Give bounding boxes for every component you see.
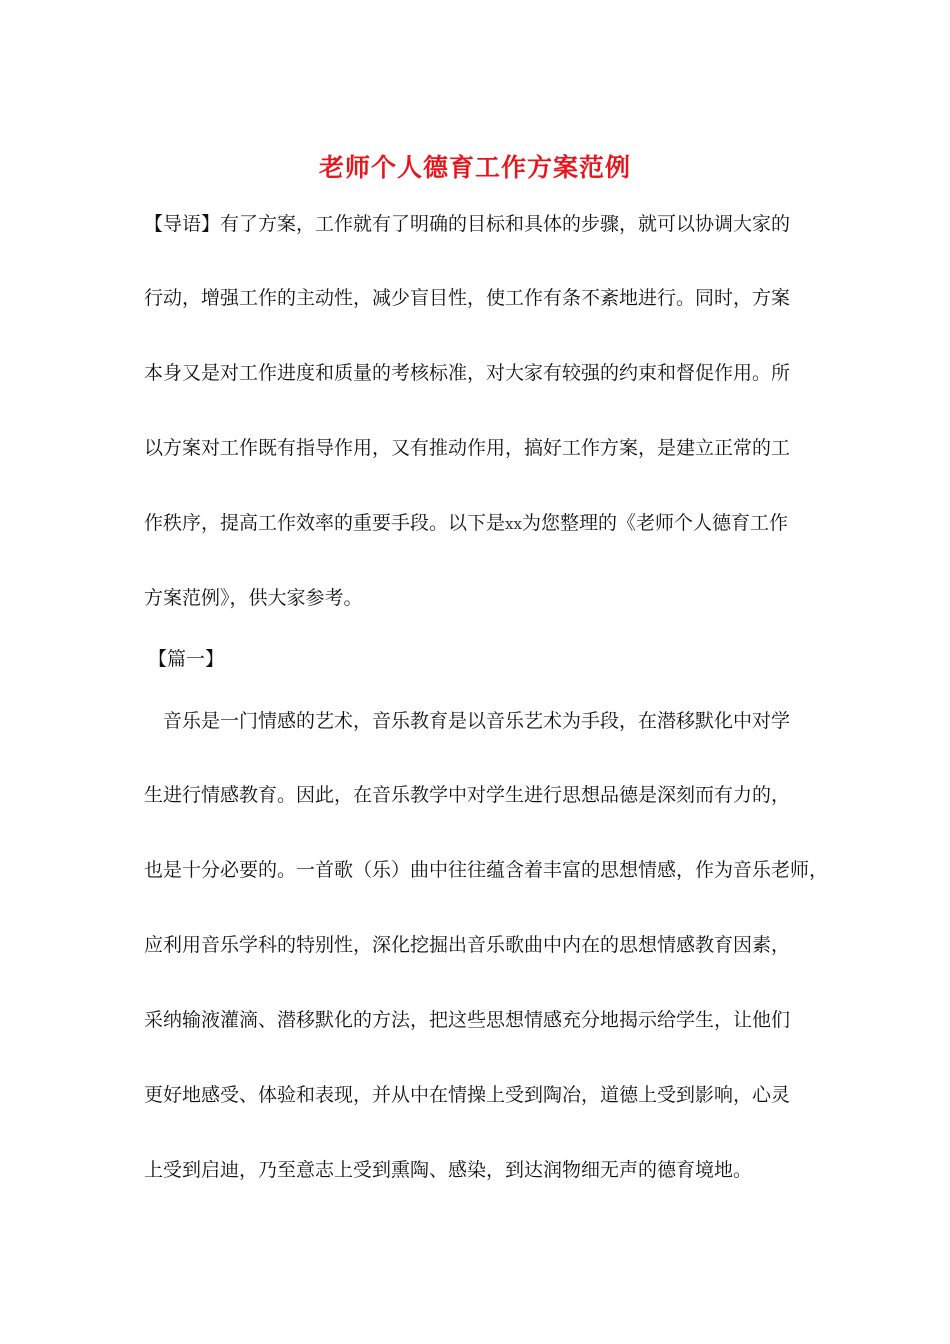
intro-line-6: 方案范例》，供大家参考。	[144, 587, 363, 609]
section1-line-6: 更好地感受、体验和表现，并从中在情操上受到陶冶，道德上受到影响，心灵	[144, 1084, 791, 1106]
intro-line-5-before: 作秩序，提高工作效率的重要手段。以下是	[144, 512, 506, 534]
author-placeholder: xx	[505, 515, 522, 533]
document-title: 老师个人德育工作方案范例	[318, 153, 631, 182]
intro-line-3: 本身又是对工作进度和质量的考核标准，对大家有较强的约束和督促作用。所	[144, 362, 791, 384]
section1-line-7: 上受到启迪，乃至意志上受到熏陶、感染，到达润物细无声的德育境地。	[144, 1159, 753, 1181]
intro-line-2: 行动，增强工作的主动性，减少盲目性，使工作有条不紊地进行。同时，方案	[144, 287, 791, 309]
intro-line-1: 【导语】有了方案，工作就有了明确的目标和具体的步骤，就可以协调大家的	[144, 213, 791, 235]
intro-line-5	[144, 508, 814, 539]
intro-line-5-after: 为您整理的《老师个人德育工作	[521, 512, 788, 534]
section1-line-5: 采纳输液灌滴、潜移默化的方法，把这些思想情感充分地揭示给学生，让他们	[144, 1009, 791, 1031]
section1-line-2: 生进行情感教育。因此，在音乐教学中对学生进行思想品德是深刻而有力的，	[144, 784, 791, 806]
section1-line-3: 也是十分必要的。一首歌（乐）曲中往往蕴含着丰富的思想情感，作为音乐老师，	[144, 859, 829, 881]
section1-line-4: 应利用音乐学科的特别性，深化挖掘出音乐歌曲中内在的思想情感教育因素，	[144, 934, 791, 956]
section1-line-1: 音乐是一门情感的艺术，音乐教育是以音乐艺术为手段，在潜移默化中对学	[163, 710, 791, 732]
intro-line-4: 以方案对工作既有指导作用，又有推动作用，搞好工作方案，是建立正常的工	[144, 437, 791, 459]
section-heading: 【篇一】	[148, 648, 225, 670]
